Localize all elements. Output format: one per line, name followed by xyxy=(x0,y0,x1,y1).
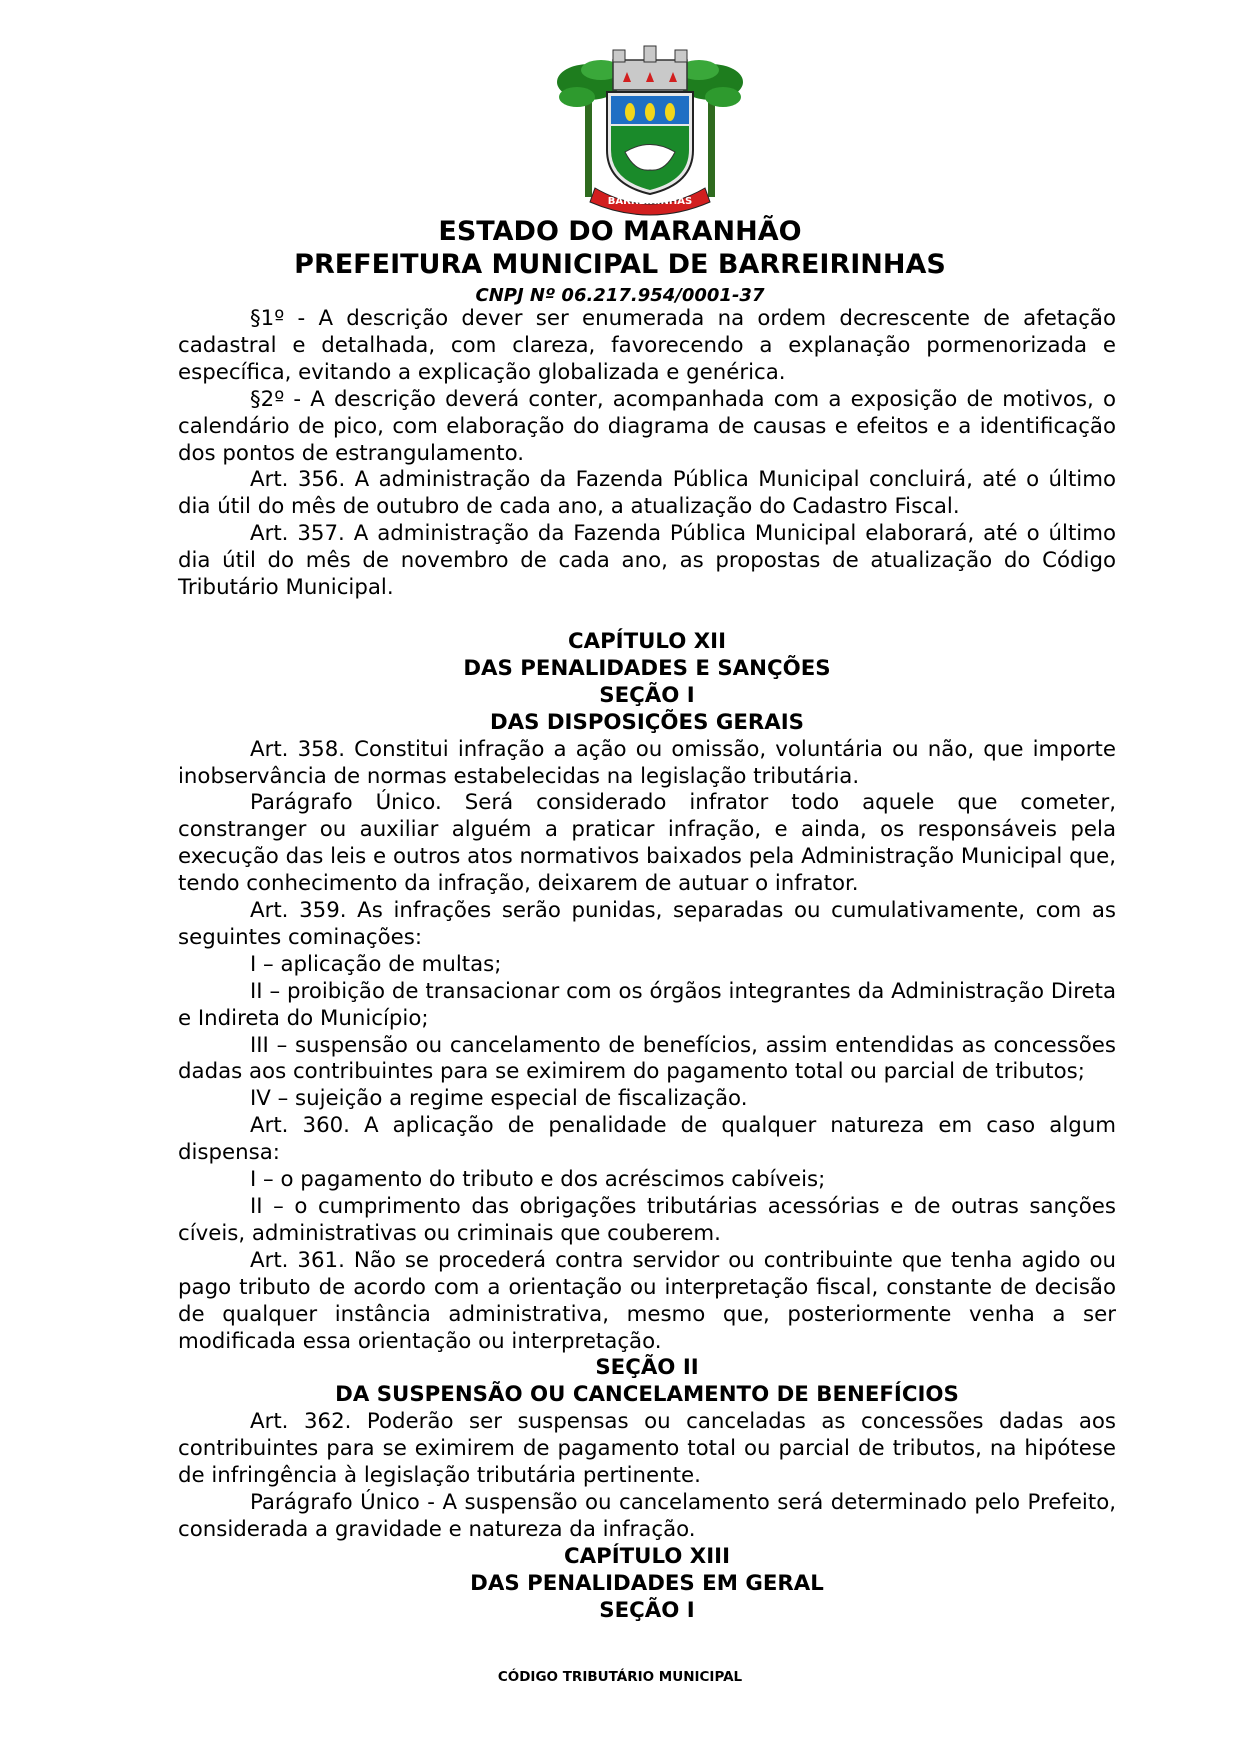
article-356: Art. 356. A administração da Fazenda Pública Municipal concluirá, até o último dia útil do mês de outubro de cada ano, a atualização do Cadastro Fiscal. xyxy=(178,467,1116,520)
article-361: Art. 361. Não se procederá contra servidor ou contribuinte que tenha agido ou pago tributo de acordo com a orientação ou interpretação fiscal, constante de decisão de qualquer instância administrativa, mesmo que, posteriormente venha a ser modificada essa orientação ou interpretação. xyxy=(178,1247,1116,1354)
paragraph-2: §2º - A descrição deverá conter, acompanhada com a exposição de motivos, o calendário de pico, com elaboração do diagrama de causas e efeitos e a identificação dos pontos de estrangulamento. xyxy=(178,386,1116,466)
article-362-paragraph: Parágrafo Único - A suspensão ou cancelamento será determinado pelo Prefeito, considerada a gravidade e natureza da infração. xyxy=(178,1489,1116,1542)
document-body xyxy=(178,306,1116,1625)
section-i-title: SEÇÃO I xyxy=(599,682,695,708)
ribbon-text: BARREIRINHAS xyxy=(607,196,693,207)
article-359-item-i: I – aplicação de multas; xyxy=(250,951,502,977)
chapter-xii-title: CAPÍTULO XII xyxy=(567,628,727,654)
section-i-title-2: SEÇÃO I xyxy=(599,1597,695,1623)
chapter-xiii-title: CAPÍTULO XIII xyxy=(564,1543,730,1569)
mural-crown-icon xyxy=(613,46,687,90)
chapter-xiii-name: DAS PENALIDADES EM GERAL xyxy=(470,1570,824,1596)
paragraph-1: §1º - A descrição dever ser enumerada na ordem decrescente de afetação cadastral e detalhada, com clareza, favorecendo a explanação pormenorizada e específica, evitando a explicação globalizada e genérica. xyxy=(178,306,1116,385)
cnpj-line: CNPJ Nº 06.217.954/0001-37 xyxy=(475,285,765,306)
article-359-item-iv: IV – sujeição a regime especial de fiscalização. xyxy=(250,1086,748,1112)
article-362: Art. 362. Poderão ser suspensas ou canceladas as concessões dadas aos contribuintes para se eximirem de pagamento total ou parcial de tributos, na hipótese de infringência à legislação tributária pertinente. xyxy=(178,1409,1116,1489)
article-360: Art. 360. A aplicação de penalidade de qualquer natureza em caso algum dispensa: xyxy=(178,1113,1116,1166)
section-i-name: DAS DISPOSIÇÕES GERAIS xyxy=(489,709,805,735)
article-357: Art. 357. A administração da Fazenda Pública Municipal elaborará, até o último dia útil do mês de novembro de cada ano, as propostas de atualização do Código Tributário Municipal. xyxy=(178,521,1116,601)
article-359-item-ii: II – proibição de transacionar com os órgãos integrantes da Administração Direta e Indireta do Município; xyxy=(178,978,1116,1031)
article-359: Art. 359. As infrações serão punidas, separadas ou cumulativamente, com as seguintes cominações: xyxy=(178,898,1116,950)
article-359-item-iii: III – suspensão ou cancelamento de benefícios, assim entendidas as concessões dadas aos contribuintes para se eximirem do pagamento total ou parcial de tributos; xyxy=(178,1032,1116,1085)
article-360-item-i: I – o pagamento do tributo e dos acréscimos cabíveis; xyxy=(250,1167,826,1193)
spacer xyxy=(178,602,1116,629)
chapter-xii-name: DAS PENALIDADES E SANÇÕES xyxy=(463,655,831,681)
coat-of-arms-icon xyxy=(555,42,745,216)
municipality-title: PREFEITURA MUNICIPAL DE BARREIRINHAS xyxy=(294,249,946,280)
article-360-item-ii: II – o cumprimento das obrigações tributárias acessórias e de outras sanções cíveis, administrativas ou criminais que couberem. xyxy=(178,1194,1116,1246)
article-358-paragraph: Parágrafo Único. Será considerado infrator todo aquele que cometer, constranger ou auxiliar alguém a praticar infração, e ainda, os responsáveis pela execução das leis e outros atos normativos baixados pela Administração Municipal que, tendo conhecimento da infração, deixarem de autuar o infrator. xyxy=(178,790,1116,897)
page-footer: CÓDIGO TRIBUTÁRIO MUNICIPAL xyxy=(497,1669,743,1685)
shield-icon xyxy=(607,92,693,194)
section-ii-title: SEÇÃO II xyxy=(595,1355,699,1381)
article-358: Art. 358. Constitui infração a ação ou omissão, voluntária ou não, que importe inobservância de normas estabelecidas na legislação tributária. xyxy=(178,736,1116,789)
section-ii-name: DA SUSPENSÃO OU CANCELAMENTO DE BENEFÍCIOS xyxy=(335,1382,959,1408)
state-title: ESTADO DO MARANHÃO xyxy=(438,216,802,247)
